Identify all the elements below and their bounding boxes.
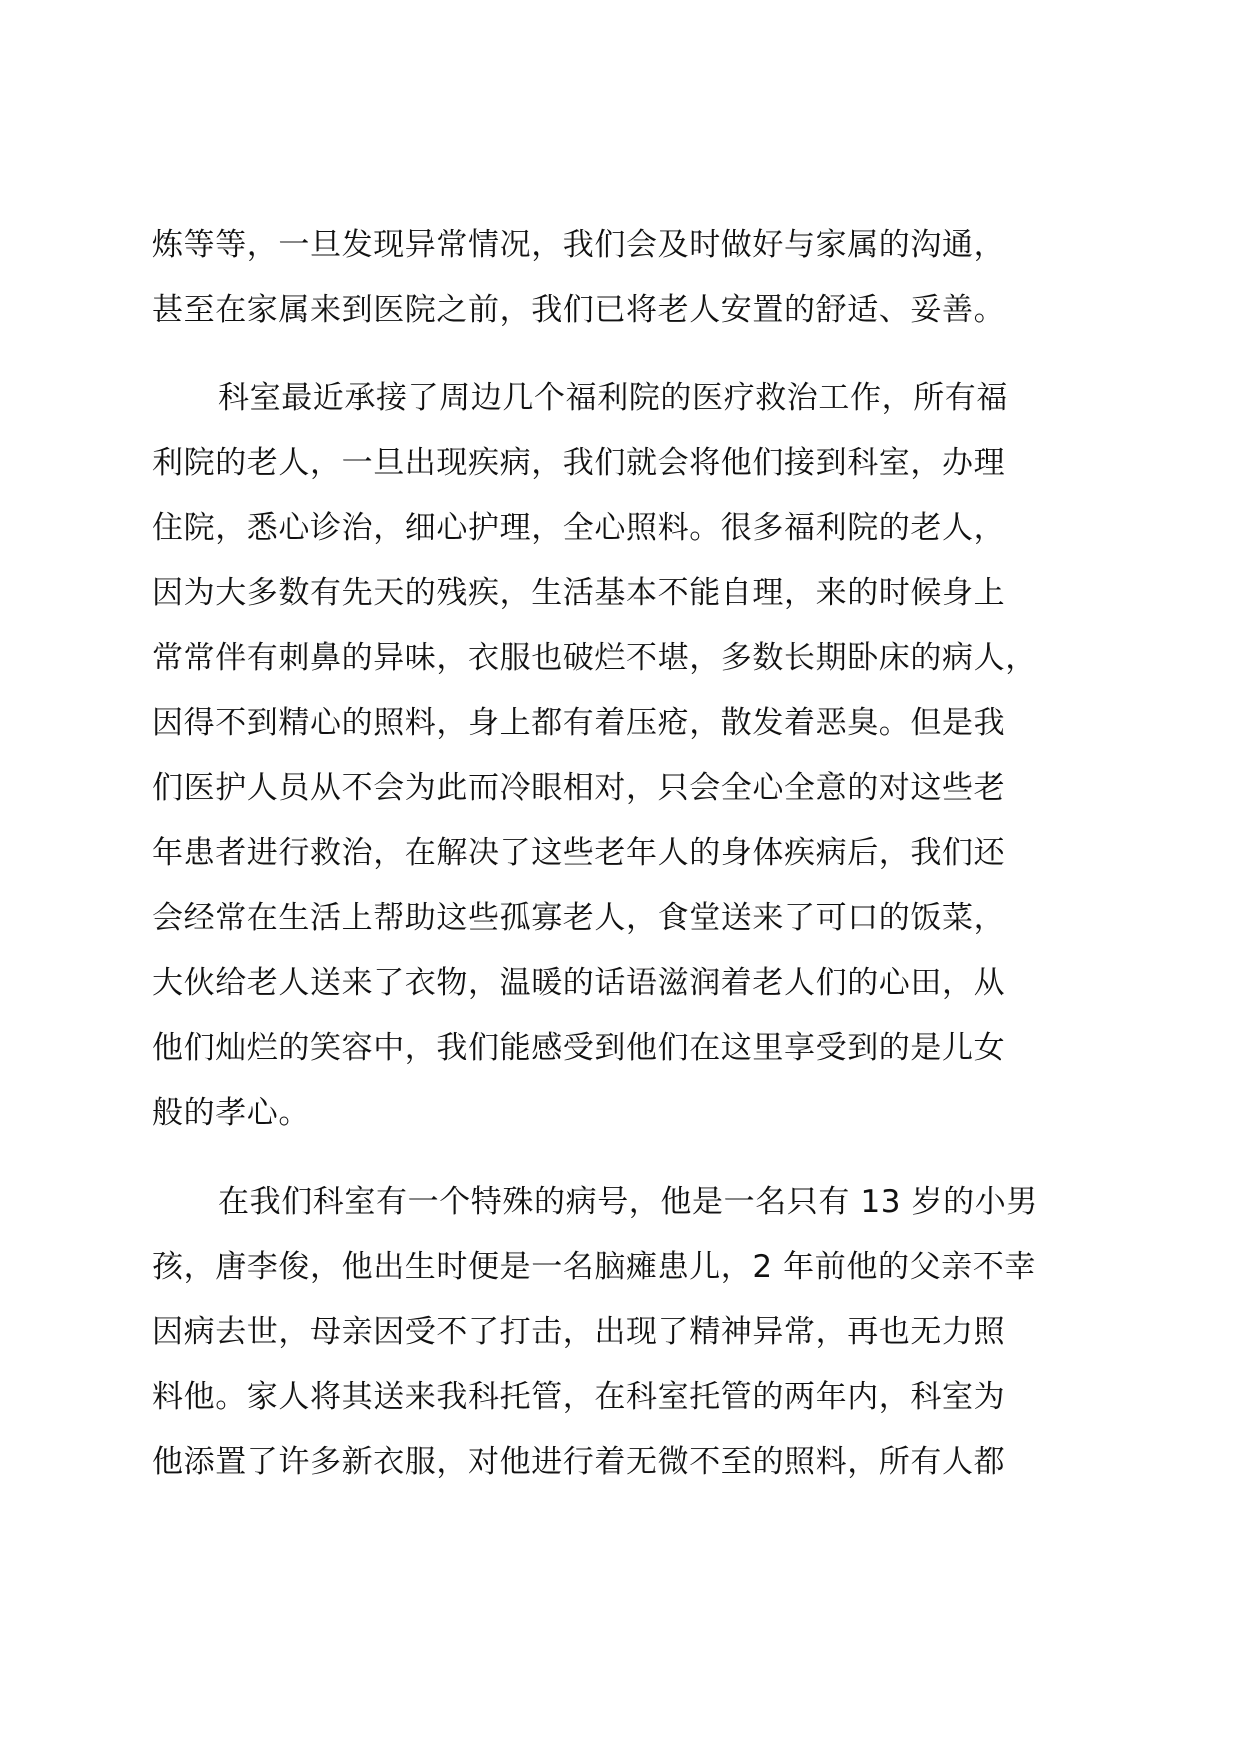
text-line: 们医护人员从不会为此而冷眼相对，只会全心全意的对这些老 <box>152 770 1006 806</box>
text-line: 住院，悉心诊治，细心护理，全心照料。很多福利院的老人， <box>152 510 1006 546</box>
text-line: 常常伴有刺鼻的异味，衣服也破烂不堪，多数长期卧床的病人， <box>152 640 1037 676</box>
text-line: 他们灿烂的笑容中，我们能感受到他们在这里享受到的是儿女 <box>152 1030 1006 1066</box>
paragraph-start-line: 科室最近承接了周边几个福利院的医疗救治工作，所有福 <box>218 380 1008 416</box>
text-line: 因为大多数有先天的残疾，生活基本不能自理，来的时候身上 <box>152 575 1006 611</box>
text-line: 他添置了许多新衣服，对他进行着无微不至的照料，所有人都 <box>152 1444 1006 1480</box>
text-line: 会经常在生活上帮助这些孤寡老人，食堂送来了可口的饭菜， <box>152 900 1006 936</box>
text-line: 孩，唐李俊，他出生时便是一名脑瘫患儿，2 年前他的父亲不幸 <box>152 1249 1036 1285</box>
text-line: 炼等等，一旦发现异常情况，我们会及时做好与家属的沟通， <box>152 227 1006 263</box>
text-line: 甚至在家属来到医院之前，我们已将老人安置的舒适、妥善。 <box>152 292 1006 328</box>
text-line: 因得不到精心的照料，身上都有着压疮，散发着恶臭。但是我 <box>152 705 1006 741</box>
text-line: 利院的老人，一旦出现疾病，我们就会将他们接到科室，办理 <box>152 445 1006 481</box>
paragraph-start-line: 在我们科室有一个特殊的病号，他是一名只有 13 岁的小男 <box>218 1184 1038 1220</box>
text-line: 年患者进行救治，在解决了这些老年人的身体疾病后，我们还 <box>152 835 1006 871</box>
text-line: 因病去世，母亲因受不了打击，出现了精神异常，再也无力照 <box>152 1314 1006 1350</box>
text-line: 大伙给老人送来了衣物，温暖的话语滋润着老人们的心田，从 <box>152 965 1006 1001</box>
text-line: 般的孝心。 <box>152 1095 310 1131</box>
text-line: 料他。家人将其送来我科托管，在科室托管的两年内，科室为 <box>152 1379 1006 1415</box>
